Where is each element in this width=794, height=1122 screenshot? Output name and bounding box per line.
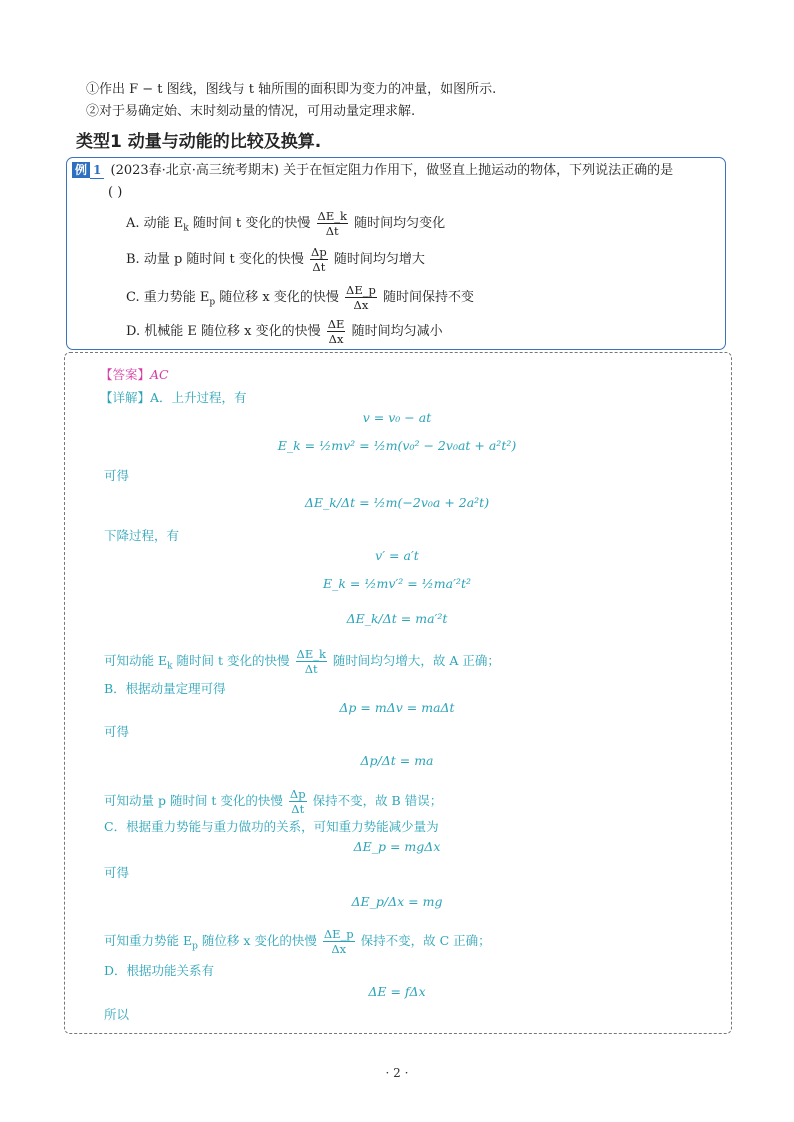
answer-label: 【答案】 [100,367,151,382]
equation-11: ΔE = fΔx [368,984,426,999]
conclusion-c-post: 保持不变，故 C 正确； [360,933,491,948]
kede-1: 可得 [104,468,130,483]
option-b-fraction [310,246,328,273]
conclusion-c-num: ΔE_p [323,927,354,941]
option-c-sub: p [209,297,216,308]
answer-line [100,366,169,384]
option-b [126,246,425,273]
equation-7: Δp = mΔv = maΔt [339,700,455,715]
conclusion-b-fraction [289,788,307,815]
conclusion-c-den: Δx [331,942,347,956]
equation-10: ΔE_p/Δx = mg [351,894,443,909]
downward-process: 下降过程，有 [104,528,180,543]
option-c-pre: C. 重力势能 E [126,290,210,305]
example-tag: 例 [72,162,90,178]
answer-blank: ( ) [108,185,123,200]
intro-line-2: ②对于易确定始、末时刻动量的情况，可用动量定理求解. [86,104,416,119]
option-c-post: 随时间保持不变 [382,290,474,305]
option-a-den: Δt [325,224,339,238]
conclusion-a [104,648,500,676]
option-b-post: 随时间均匀增大 [333,252,425,267]
option-d-den: Δx [328,332,344,346]
part-c-intro: C．根据重力势能与重力做功的关系，可知重力势能减少量为 [104,819,439,834]
option-c-fraction [345,284,377,311]
option-c-mid: 随位移 x 变化的快慢 [215,290,339,305]
conclusion-b-pre: 可知动量 p 随时间 t 变化的快慢 [104,793,283,808]
option-c [126,284,474,312]
conclusion-a-post: 随时间均匀增大，故 A 正确； [332,653,500,668]
conclusion-a-sub: k [167,661,173,672]
page-number: · 2 · [385,1066,409,1080]
conclusion-a-mid: 随时间 t 变化的快慢 [172,653,290,668]
detail-label: 【详解】 [100,390,151,405]
option-c-den: Δx [353,298,369,312]
conclusion-b [104,788,442,815]
section-title: 类型1 动量与动能的比较及换算. [76,132,322,152]
conclusion-c-mid: 随位移 x 变化的快慢 [197,933,317,948]
conclusion-c [104,928,491,956]
answer-value: AC [150,367,169,382]
option-a [126,210,445,238]
part-b-intro: B．根据动量定理可得 [104,681,226,696]
equation-2: E_k = ½mv² = ½m(v₀² − 2v₀at + a²t²) [277,438,517,453]
equation-9: ΔE_p = mgΔx [353,839,441,854]
suoyi: 所以 [104,1007,130,1022]
option-a-post: 随时间均匀变化 [354,216,446,231]
option-d-fraction [327,318,346,345]
equation-8: Δp/Δt = ma [360,753,434,768]
detail-line [100,389,247,407]
option-a-sub: k [183,223,189,234]
equation-3: ΔE_k/Δt = ½m(−2v₀a + 2a²t) [304,495,490,510]
equation-4: v′ = a′t [375,548,419,563]
conclusion-b-den: Δt [291,802,305,816]
option-b-num: Δp [311,245,327,259]
conclusion-c-fraction [323,928,355,955]
option-a-fraction [317,210,348,237]
option-a-num: ΔE_k [317,209,347,223]
equation-1: v = v₀ − at [362,410,432,425]
conclusion-c-sub: p [192,941,198,952]
option-d-num: ΔE [327,317,345,331]
conclusion-b-num: Δp [289,787,306,801]
part-a-intro: A．上升过程，有 [150,390,247,405]
option-d [126,318,443,345]
option-a-mid: 随时间 t 变化的快慢 [188,216,311,231]
option-b-den: Δt [312,260,326,274]
option-d-post: 随时间均匀减小 [351,324,443,339]
option-b-pre: B. 动量 p 随时间 t 变化的快慢 [126,252,304,267]
example-question: (2023春·北京·高三统考期末) 关于在恒定阻力作用下，做竖直上抛运动的物体，下列说法正确的是 [110,163,674,178]
option-c-num: ΔE_p [346,283,376,297]
option-a-pre: A. 动能 E [126,216,184,231]
part-d-intro: D．根据功能关系有 [104,963,215,978]
equation-5: E_k = ½mv′² = ½ma′²t² [323,576,471,591]
intro-line-1: ①作出 F − t 图线，图线与 t 轴所围的面积即为变力的冲量，如图所示. [86,82,497,97]
example-number: 1 [90,163,104,179]
conclusion-a-den: Δt [304,662,318,676]
kede-2: 可得 [104,724,130,739]
conclusion-a-num: ΔE_k [296,647,326,661]
conclusion-a-pre: 可知动能 E [104,653,168,668]
kede-3: 可得 [104,865,130,880]
conclusion-c-pre: 可知重力势能 E [104,933,193,948]
equation-6: ΔE_k/Δt = ma′²t [346,611,448,626]
option-d-pre: D. 机械能 E 随位移 x 变化的快慢 [126,324,321,339]
conclusion-a-fraction [296,648,327,675]
example-header [72,162,673,180]
conclusion-b-post: 保持不变，故 B 错误； [312,793,443,808]
